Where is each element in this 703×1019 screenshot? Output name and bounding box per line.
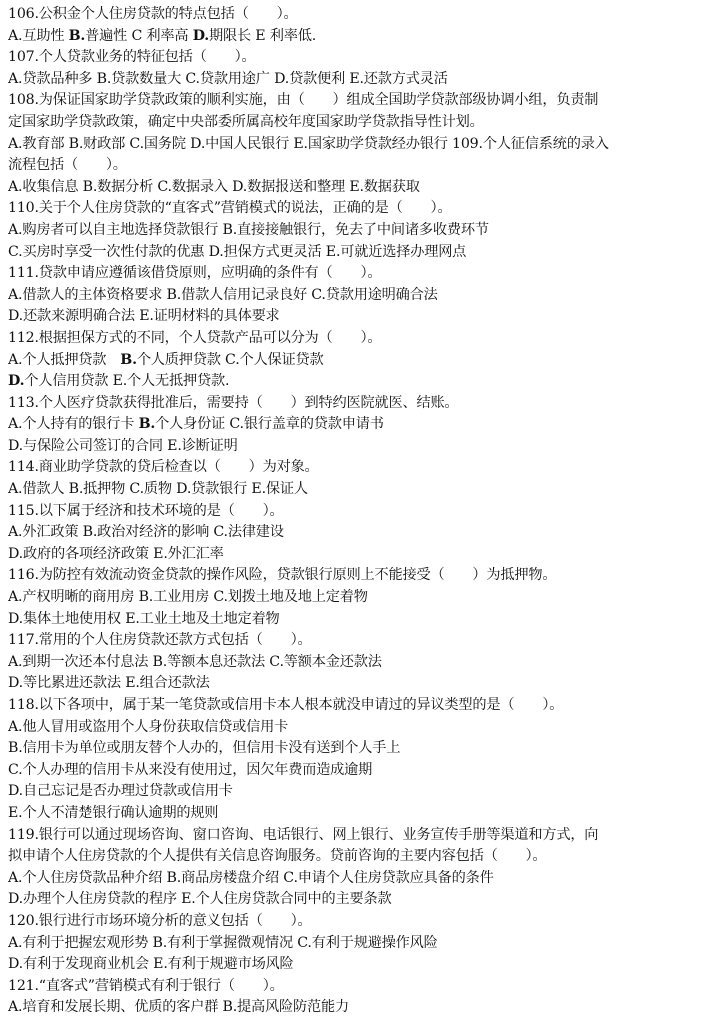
text-segment: 117.常用的个人住房贷款还款方式包括（ ）。 [8, 632, 312, 649]
text-line [8, 976, 697, 998]
text-segment: D.还款来源明确合法 E.证明材料的具体要求 [8, 308, 280, 325]
text-segment: D.政府的各项经济政策 E.外汇汇率 [8, 545, 224, 562]
text-line [8, 479, 697, 501]
text-line [8, 846, 697, 868]
bold-option-letter: B. [138, 416, 156, 433]
text-line [8, 263, 697, 285]
text-segment: A.收集信息 B.数据分析 C.数据录入 D.数据报送和整理 E.数据获取 [8, 178, 420, 195]
text-segment: A.个人住房贷款品种介绍 B.商品房楼盘介绍 C.申请个人住房贷款应具备的条件 [8, 869, 494, 886]
text-segment: A.互助性 [8, 27, 69, 44]
text-segment: 120.银行进行市场环境分析的意义包括（ ）。 [8, 912, 312, 929]
text-segment: 121.“直客式”营销模式有利于银行（ ）。 [8, 977, 284, 994]
text-line [8, 393, 697, 415]
text-segment: A.借款人的主体资格要求 B.借款人信用记录良好 C.贷款用途明确合法 [8, 286, 438, 303]
text-segment: B.信用卡为单位或朋友替个人办的，但信用卡没有送到个人手上 [8, 740, 401, 757]
text-segment: 定国家助学贷款政策，确定中央部委所属高校年度国家助学贷款指导性计划。 [8, 113, 484, 130]
text-line [8, 220, 697, 242]
text-line [8, 501, 697, 523]
text-line [8, 738, 697, 760]
text-line [8, 868, 697, 890]
text-line [8, 673, 697, 695]
text-segment: 106.公积金个人住房贷款的特点包括（ ）。 [8, 6, 298, 22]
text-segment: 流程包括（ ）。 [8, 157, 127, 174]
text-segment: C.个人办理的信用卡从来没有使用过，因欠年费而造成逾期 [8, 761, 373, 778]
text-line [8, 26, 697, 48]
bold-option-letter: B. [68, 27, 86, 44]
text-segment: A.借款人 B.抵押物 C.质物 D.贷款银行 E.保证人 [8, 481, 308, 498]
text-segment: A.外汇政策 B.政治对经济的影响 C.法律建设 [8, 524, 284, 541]
text-line [8, 177, 697, 199]
text-line [8, 695, 697, 717]
text-segment: A.个人持有的银行卡 [8, 416, 139, 433]
text-segment: A.购房者可以自主地选择贷款银行 B.直接接触银行，免去了中间诸多收费环节 [8, 221, 489, 238]
text-segment: 119.银行可以通过现场咨询、窗口咨询、电话银行、网上银行、业务宣传手册等渠道和方式，向 [8, 826, 599, 843]
text-line [8, 69, 697, 91]
text-segment: D.有利于发现商业机会 E.有利于规避市场风险 [8, 956, 294, 973]
text-line [8, 803, 697, 825]
text-segment: 普遍性 C 利率高 [85, 27, 193, 44]
text-segment: D.自己忘记是否办理过贷款或信用卡 [8, 783, 233, 800]
text-segment: A.贷款品种多 B.贷款数量大 C.贷款用途广 D.贷款便利 E.还款方式灵活 [8, 70, 448, 87]
text-line [8, 933, 697, 955]
text-line [8, 587, 697, 609]
text-line [8, 155, 697, 177]
text-line [8, 457, 697, 479]
text-line [8, 350, 697, 372]
text-line [8, 4, 697, 26]
text-segment: C.买房时享受一次性付款的优惠 D.担保方式更灵活 E.可就近选择办理网点 [8, 243, 467, 260]
text-line [8, 306, 697, 328]
text-segment: 个人信用贷款 E.个人无抵押贷款. [24, 373, 230, 390]
bold-option-letter: D. [8, 373, 25, 390]
text-segment: 115.以下属于经济和技术环境的是（ ）。 [8, 502, 284, 519]
text-line [8, 522, 697, 544]
text-line [8, 911, 697, 933]
text-segment: D.等比累进还款法 E.组合还款法 [8, 675, 210, 692]
text-segment: A.有利于把握宏观形势 B.有利于掌握微观情况 C.有利于规避操作风险 [8, 934, 438, 951]
text-line [8, 889, 697, 911]
text-line [8, 954, 697, 976]
text-segment: A.到期一次还本付息法 B.等额本息还款法 C.等额本金还款法 [8, 653, 382, 670]
text-segment: 118.以下各项中，属于某一笔贷款或信用卡本人根本就没申请过的异议类型的是（ ）。 [8, 697, 564, 713]
text-line [8, 198, 697, 220]
text-line [8, 285, 697, 307]
text-segment: A.产权明晰的商用房 B.工业用房 C.划拨土地及地上定着物 [8, 589, 368, 606]
text-line [8, 565, 697, 587]
text-line [8, 717, 697, 739]
text-segment: D.办理个人住房贷款的程序 E.个人住房贷款合同中的主要条款 [8, 891, 392, 908]
text-line [8, 134, 697, 156]
bold-option-letter: B. [120, 351, 137, 368]
text-line [8, 47, 697, 69]
text-line [8, 652, 697, 674]
text-segment: E.个人不清楚银行确认逾期的规则 [8, 804, 219, 821]
text-segment: A.培育和发展长期、优质的客户群 B.提高风险防范能力 [8, 999, 349, 1016]
text-line [8, 242, 697, 264]
text-segment: 期限长 E 利率低. [209, 27, 317, 44]
text-line [8, 781, 697, 803]
text-segment: 110.关于个人住房贷款的“直客式”营销模式的说法，正确的是（ ）。 [8, 200, 452, 217]
text-line [8, 825, 697, 847]
text-segment: 111.贷款申请应遵循该借贷原则，应明确的条件有（ ）。 [8, 265, 382, 282]
text-segment: 108.为保证国家助学贷款政策的顺利实施，由（ ）组成全国助学贷款部级协调小组，负责制 [8, 92, 599, 109]
text-segment: 113.个人医疗贷款获得批准后，需要持（ ）到特约医院就医、结账。 [8, 394, 459, 411]
text-line [8, 544, 697, 566]
text-segment: A.教育部 B.财政部 C.国务院 D.中国人民银行 E.国家助学贷款经办银行 109.个人征信系统的录入 [8, 135, 609, 152]
text-line [8, 630, 697, 652]
text-segment: D.与保险公司签订的合同 E.诊断证明 [8, 437, 238, 454]
text-segment: 107.个人贷款业务的特征包括（ ）。 [8, 49, 256, 66]
text-segment: 112.根据担保方式的不同，个人贷款产品可以分为（ ）。 [8, 329, 382, 346]
text-line [8, 760, 697, 782]
text-segment: 114.商业助学贷款的贷后检查以（ ）为对象。 [8, 459, 319, 476]
text-line [8, 90, 697, 112]
text-line [8, 371, 697, 393]
text-line [8, 609, 697, 631]
text-line [8, 997, 697, 1019]
text-line [8, 414, 697, 436]
text-line [8, 112, 697, 134]
text-segment: D.集体土地使用权 E.工业土地及土地定着物 [8, 610, 280, 627]
text-segment: 拟申请个人住房贷款的个人提供有关信息咨询服务。贷前咨询的主要内容包括（ ）。 [8, 848, 547, 865]
text-segment: A.个人抵押贷款 [8, 351, 121, 368]
text-segment: 个人质押贷款 C.个人保证贷款 [136, 351, 324, 368]
text-segment: 116.为防控有效流动资金贷款的操作风险，贷款银行原则上不能接受（ ）为抵押物。 [8, 567, 557, 584]
text-line [8, 328, 697, 350]
text-segment: A.他人冒用或盗用个人身份获取信贷或信用卡 [8, 718, 289, 735]
text-segment: 个人身份证 C.银行盖章的贷款申请书 [155, 416, 384, 433]
text-line [8, 436, 697, 458]
bold-option-letter: D. [192, 27, 210, 44]
